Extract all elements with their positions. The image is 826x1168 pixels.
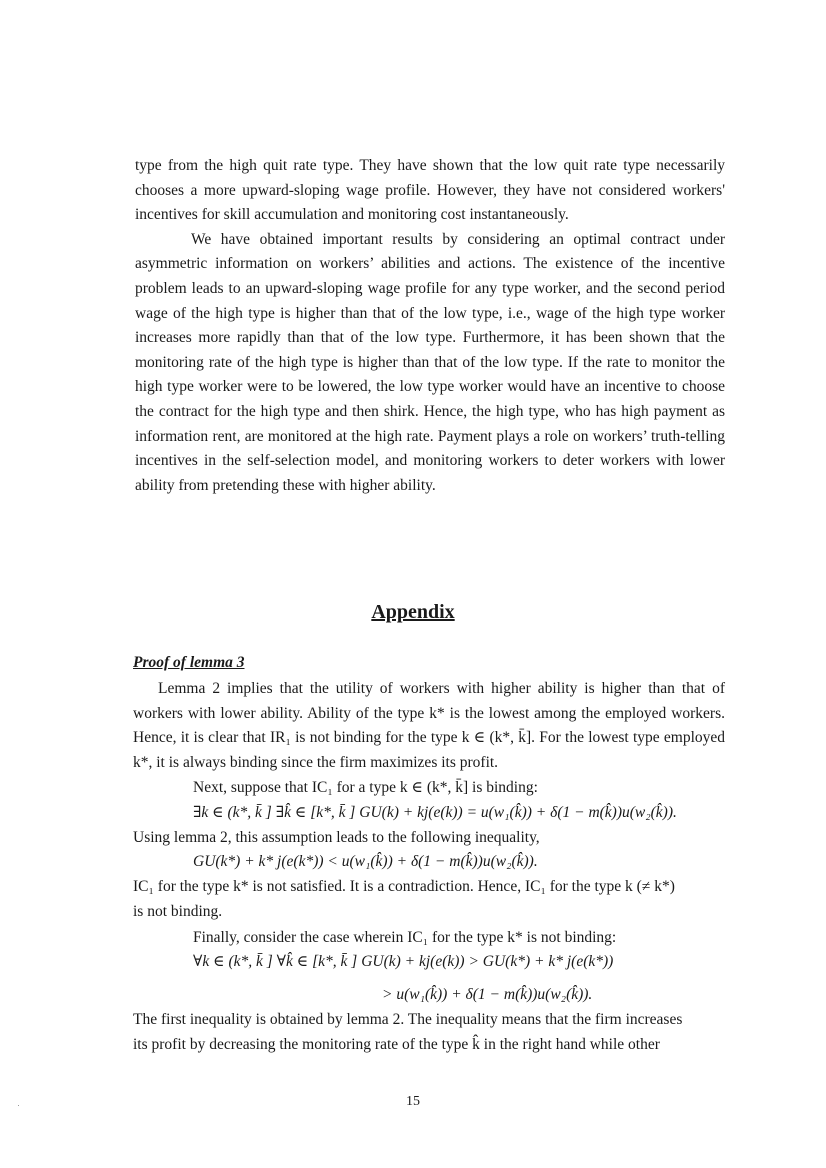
proof-line-using: Using lemma 2, this assumption leads to the following inequality, xyxy=(133,829,540,846)
paragraph-3: Lemma 2 implies that the utility of workers with higher ability is higher than that of workers with lower ability. Ability of the type k* is the lowest among the employed workers. Hence, it is clear that IR₁ is not binding for the type k ∈ (k*, k̄]. For the lowest type employed k*, it is always binding since the firm maximizes its profit. xyxy=(133,680,725,771)
proof-line-first: The first inequality is obtained by lemma 2. The inequality means that the firm increases xyxy=(133,1011,683,1028)
proof-heading: Proof of lemma 3 xyxy=(133,654,245,671)
equation-3b: > u(w₁(k̂)) + δ(1 − m(k̂))u(w₂(k̂)). xyxy=(382,986,593,1003)
equation-1: ∃k ∈ (k*, k̄ ] ∃k̂ ∈ [k*, k̄ ] GU(k) + kj(e(k)) = u(w₁(k̂)) + δ(1 − m(k̂))u(w₂(k̂)). xyxy=(193,804,677,821)
equation-2: GU(k*) + k* j(e(k*)) < u(w₁(k̂)) + δ(1 − m(k̂))u(w₂(k̂)). xyxy=(193,853,538,870)
appendix-heading: Appendix xyxy=(371,601,455,623)
proof-line-finally: Finally, consider the case wherein IC₁ for the type k* is not binding: xyxy=(193,929,617,946)
paragraph-1: type from the high quit rate type. They have shown that the low quit rate type necessarily chooses a more upward-sloping wage profile. However, they have not considered workers' incentives for skill accumulation and monitoring cost instantaneously. xyxy=(135,157,725,224)
proof-line-notbinding: is not binding. xyxy=(133,903,223,920)
body-text-block xyxy=(135,154,725,498)
equation-3a: ∀k ∈ (k*, k̄ ] ∀k̂ ∈ [k*, k̄ ] GU(k) + kj(e(k)) > GU(k*) + k* j(e(k*)) xyxy=(193,953,614,970)
proof-paragraph-block xyxy=(133,677,725,775)
scan-speck xyxy=(18,1105,19,1106)
proof-line-ic1: IC₁ for the type k* is not satisfied. It is a contradiction. Hence, IC₁ for the type k (≠ k*) xyxy=(133,878,675,895)
proof-line-profit: its profit by decreasing the monitoring rate of the type k̂ in the right hand while other xyxy=(133,1036,660,1053)
proof-line-next: Next, suppose that IC₁ for a type k ∈ (k*, k̄] is binding: xyxy=(193,779,538,796)
page-number: 15 xyxy=(406,1094,420,1109)
paragraph-2: We have obtained important results by considering an optimal contract under asymmetric information on workers’ abilities and actions. The existence of the incentive problem leads to an upward-sloping wage profile for any type worker, and the second period wage of the high type is higher than that of the low type, i.e., wage of the high type worker increases more rapidly than that of the low type. Furthermore, it has been shown that the monitoring rate of the high type is higher than that of the low type. If the rate to monitor the high type worker were to be lowered, the low type worker would have an incentive to choose the contract for the high type and then shirk. Hence, the high type, who has high payment as information rent, are monitored at the high rate. Payment plays a role on workers’ truth-telling incentives in the self-selection model, and monitoring workers to deter workers with lower ability from pretending these with higher ability. xyxy=(135,230,725,494)
